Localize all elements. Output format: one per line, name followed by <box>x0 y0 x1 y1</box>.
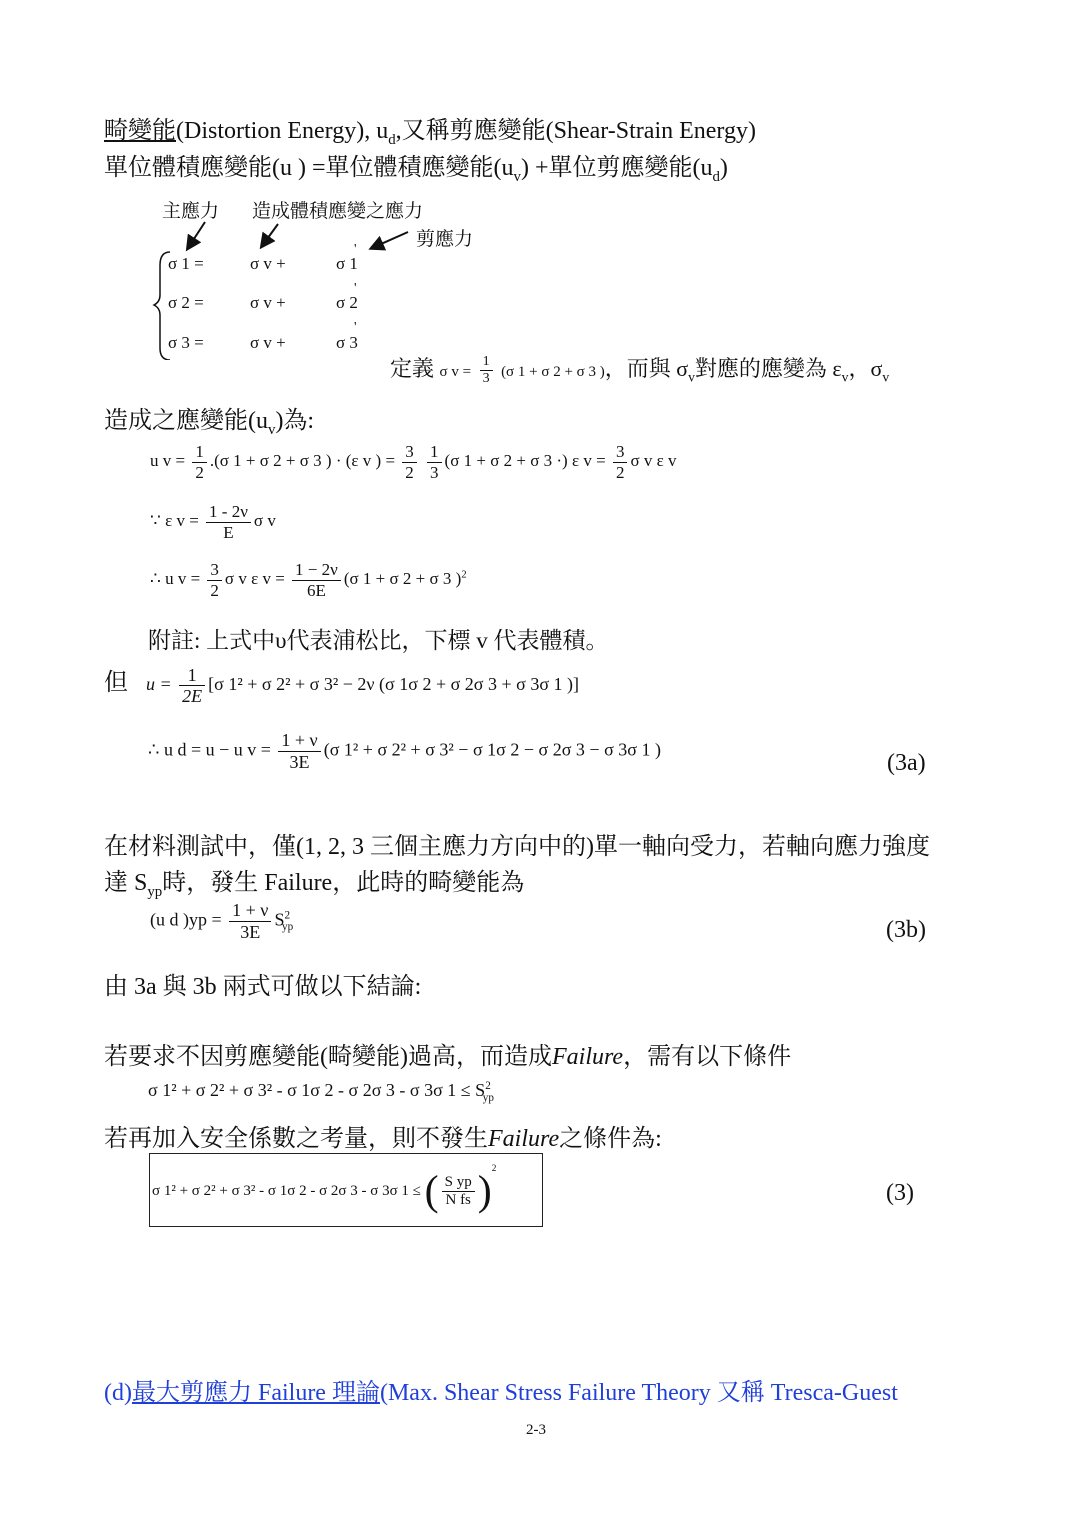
text-fragment: ) +單位剪應變能(u <box>520 155 713 181</box>
fraction <box>206 502 251 542</box>
math-fragment: σ v = <box>439 364 472 380</box>
superscript: 2 <box>485 1080 491 1092</box>
denominator: 2 <box>405 462 414 482</box>
text-fragment: ,又稱剪應變能(Shear-Strain Energy) <box>395 118 756 144</box>
subscript: v <box>688 369 695 385</box>
equation-ud <box>148 730 661 772</box>
row-mid: σ v + <box>250 333 286 352</box>
math-fragment: σ 1² + σ 2² + σ 3² - σ 1σ 2 - σ 2σ 3 - σ 3σ 1 ≤ S <box>148 1080 486 1100</box>
denominator: 3E <box>289 751 310 772</box>
text-fragment: (Distortion Energy), u <box>176 118 389 144</box>
math-fragment: ∵ ε v = <box>150 510 199 530</box>
diagram-row-2 <box>168 293 368 313</box>
subscript: d <box>388 131 396 148</box>
math-fragment: (σ 1 + σ 2 + σ 3 ) <box>501 364 605 380</box>
row-lhs: σ 3 = <box>168 333 204 352</box>
math-fragment: σ v ε v = <box>224 568 285 588</box>
text-fragment: 最大剪應力 Failure 理論 <box>131 1380 380 1406</box>
arrow-shear <box>372 232 408 248</box>
equation-epsilon-v <box>150 502 276 542</box>
text-fragment: 若要求不因剪應變能(畸變能)過高，而造成 <box>104 1044 552 1070</box>
subscript: v <box>513 168 521 185</box>
math-fragment: ∴ u d = u − u v = <box>148 739 271 760</box>
text-fragment: 但 <box>104 670 128 696</box>
math-fragment: u = <box>146 674 172 694</box>
fraction <box>613 442 628 482</box>
text-fragment: 單位體積應變能(u ) =單位體積應變能(u <box>104 155 514 181</box>
superscript: 2 <box>284 909 291 922</box>
section-d-heading <box>104 1372 898 1407</box>
denominator: E <box>223 522 234 542</box>
numerator: 1 + ν <box>229 900 271 922</box>
subscript: v <box>268 421 276 438</box>
math-fragment: (u d )yp = <box>150 909 222 930</box>
math-fragment: σ v ε v <box>630 450 677 470</box>
prime-mark-2: ' <box>354 281 357 296</box>
term-failure: Failure <box>488 1126 560 1152</box>
energy-decomposition <box>104 147 728 186</box>
row-lhs: σ 2 = <box>168 293 204 312</box>
superscript: 2 <box>491 1164 497 1174</box>
numerator: 1 - 2ν <box>206 502 251 523</box>
text-fragment: ，需有以下條件 <box>623 1044 792 1070</box>
math-fragment: S <box>274 909 285 930</box>
numerator: S yp <box>442 1174 475 1192</box>
diagram-row-1 <box>168 254 368 274</box>
numerator: 1 + ν <box>278 730 320 752</box>
paragraph-material-test: 在材料測試中，僅(1, 2, 3 三個主應力方向中的)單一軸向受力，若軸向應力強度 <box>104 834 930 860</box>
prime-mark-1: ' <box>354 242 357 257</box>
text-fragment: 之條件為: <box>559 1126 662 1152</box>
page-number: 2-3 <box>526 1422 546 1438</box>
equation-tag-3b: (3b) <box>886 917 926 943</box>
numerator: 3 <box>207 560 222 581</box>
label-volume-stress: 造成體積應變之應力 <box>252 201 424 222</box>
label-shear-stress: 剪應力 <box>416 229 474 250</box>
math-fragment: u v = <box>150 450 186 470</box>
text-fragment: (d) <box>104 1380 132 1406</box>
numerator: 3 <box>613 442 628 463</box>
text-fragment: )為: <box>275 408 315 434</box>
condition-no-failure <box>104 1036 791 1071</box>
text-fragment: ，而與 σ <box>604 356 689 381</box>
paren-open: ( <box>424 1168 439 1215</box>
math-fragment: (σ 1² + σ 2² + σ 3² − σ 1σ 2 − σ 2σ 3 − σ 3σ 1 ) <box>323 739 661 760</box>
equation-tag-3: (3) <box>886 1180 914 1206</box>
equation-u <box>104 662 579 707</box>
text-fragment: 時，發生 Failure，此時的畸變能為 <box>162 870 525 896</box>
numerator: 1 <box>179 665 205 687</box>
text-fragment: 達 S <box>104 870 148 896</box>
denominator: 3E <box>240 921 261 942</box>
equation-uv <box>150 442 677 482</box>
text-fragment: ，σ <box>848 356 883 381</box>
fraction <box>229 900 271 942</box>
arrow-principal <box>188 222 205 248</box>
math-fragment: (σ 1 + σ 2 + σ 3 ·) ε v = <box>444 450 606 470</box>
paren-close: ) <box>477 1168 492 1215</box>
subscript: yp <box>482 1091 494 1104</box>
heading-distortion-energy <box>104 110 756 149</box>
label-principal-stress: 主應力 <box>162 201 220 222</box>
denominator: N fs <box>445 1192 471 1209</box>
text-fragment: 若再加入安全係數之考量，則不發生 <box>104 1126 488 1152</box>
math-fragment: (σ 1 + σ 2 + σ 3 ) <box>343 568 462 588</box>
text-fragment: (Max. Shear Stress Failure Theory 又稱 Tresca-Guest <box>379 1380 898 1406</box>
math-fragment: ∴ u v = <box>150 568 201 588</box>
numerator: 1 − 2ν <box>292 560 341 581</box>
term-distortion-energy: 畸變能 <box>104 118 176 144</box>
row-mid: σ v + <box>250 254 286 273</box>
definition-sigma-v <box>390 352 889 388</box>
row-rhs: σ 1 <box>336 254 358 273</box>
denominator: 3 <box>482 371 490 387</box>
text-fragment: 定義 <box>390 356 435 381</box>
fraction <box>192 442 207 482</box>
inequality-yield <box>148 1080 494 1104</box>
prime-mark-3: ' <box>354 320 357 335</box>
math-fragment: σ v <box>253 510 276 530</box>
row-rhs: σ 2 <box>336 293 358 312</box>
subscript: v <box>882 369 890 385</box>
denominator: 2 <box>195 462 204 482</box>
fraction <box>207 560 222 600</box>
fraction <box>402 442 417 482</box>
row-lhs: σ 1 = <box>168 254 204 273</box>
subscript: yp <box>282 920 294 933</box>
numerator: 1 <box>427 442 442 463</box>
conclusion-intro: 由 3a 與 3b 兩式可做以下結論: <box>104 974 422 1000</box>
denominator: 6E <box>306 580 326 600</box>
subscript: yp <box>147 883 163 900</box>
paragraph-failure-yield <box>104 862 524 901</box>
text-fragment: 對應的應變為 ε <box>694 356 842 381</box>
diagram-row-3 <box>168 333 368 353</box>
fraction <box>427 442 442 482</box>
text-fragment: 造成之應變能(u <box>104 408 268 434</box>
numerator: 1 <box>192 442 207 463</box>
math-fragment: σ 1² + σ 2² + σ 3² - σ 1σ 2 - σ 2σ 3 - σ 3σ 1 ≤ <box>152 1183 421 1199</box>
math-fragment: .(σ 1 + σ 2 + σ 3 ) · (ε v ) = <box>209 450 396 470</box>
subscript: v <box>841 369 849 385</box>
fraction <box>179 665 205 707</box>
fraction <box>480 354 493 387</box>
math-fragment: [σ 1² + σ 2² + σ 3² − 2ν (σ 1σ 2 + σ 2σ 3 + σ 3σ 1 )] <box>208 674 580 694</box>
equation-uv-result <box>150 560 467 600</box>
equation-ud-yield <box>150 900 293 942</box>
equation-tag-3a: (3a) <box>887 750 926 776</box>
fraction <box>278 730 320 772</box>
denominator: 2E <box>182 686 203 707</box>
superscript: 2 <box>461 569 467 581</box>
arrow-volume <box>262 224 278 246</box>
denominator: 2 <box>210 580 219 600</box>
subscript: d <box>712 168 720 185</box>
condition-safety-factor <box>104 1118 662 1153</box>
inequality-safety <box>152 1164 496 1216</box>
text-fragment: ) <box>719 155 728 181</box>
numerator: 3 <box>402 442 417 463</box>
term-failure: Failure <box>551 1044 624 1070</box>
row-rhs: σ 3 <box>336 333 358 352</box>
note-poisson: 附註: 上式中υ代表浦松比，下標 v 代表體積。 <box>148 628 609 653</box>
denominator: 3 <box>430 462 439 482</box>
fraction <box>442 1174 475 1210</box>
denominator: 2 <box>615 462 625 482</box>
fraction <box>292 560 341 600</box>
row-mid: σ v + <box>250 293 286 312</box>
numerator: 1 <box>480 354 493 371</box>
strain-energy-uv-intro <box>104 400 314 439</box>
